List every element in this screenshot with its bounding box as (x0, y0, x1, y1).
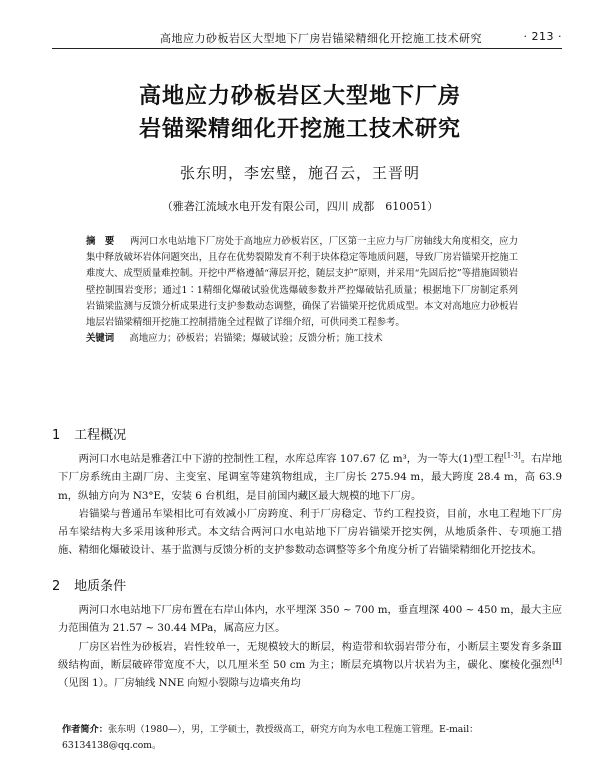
paragraph: 厂房区岩性为砂板岩，岩性较单一，无规模较大的断层，构造带和软弱岩带分布，小断层主要发育多条Ⅲ级结构面，断层破碎带宽度不大，以几厘米至 50 cm 为主；断层充填物以片状岩为主，碳化、糜棱化强烈[4]（见图 1）。厂房轴线 NNE 向短小裂隙与边墙夹角均 (58, 640, 562, 690)
paragraph: 岩锚梁与普通吊车梁相比可有效减小厂房跨度、利于厂房稳定、节约工程投资，目前，水电工程地下厂房吊车梁结构大多采用该种形式。本文结合两河口水电站地下厂房岩锚梁开挖实例，从地质条件、专项施工措施、精细化爆破设计、基于监测与反馈分析的支护参数动态调整等多个角度分析了岩锚梁精细化开挖技术。 (58, 507, 562, 557)
citation: [1-3] (503, 451, 521, 460)
abstract (86, 234, 518, 331)
section-2-body (58, 601, 562, 692)
abstract-text: 两河口水电站地下厂房处于高地应力砂板岩区，厂区第一主应力与厂房轴线大角度相交，应力集中释放破坏岩体问题突出，且存在优势裂隙发育不利于块体稳定等地质问题，导致厂房岩锚梁开挖施工难度大、成型质量难控制。开挖中严格遵循“薄层开挖，随层支护”原则，并采用“先固后挖”等措施固锁岩壁控制围岩变形；通过1∶1精细化爆破试验优选爆破参数并严控爆破钻孔质量；根据地下厂房制定系列岩锚梁监测与反馈分析成果进行支护参数动态调整，确保了岩锚梁开挖优质成型。本文对高地应力砂板岩地层岩锚梁精细开挖施工控制措施全过程做了详细介绍，可供同类工程参考。 (86, 236, 518, 329)
title-line-2: 岩锚梁精细化开挖施工技术研究 (138, 117, 461, 142)
author-footnote (62, 722, 562, 754)
title-line-1: 高地应力砂板岩区大型地下厂房 (138, 84, 461, 109)
abstract-block (86, 234, 518, 347)
section-heading-2 (52, 575, 126, 594)
authors: 张东明，李宏璧，施召云，王晋明 (179, 164, 420, 182)
running-head-title: 高地应力砂板岩区大型地下厂房岩锚梁精细化开挖施工技术研究 (160, 32, 482, 45)
keywords-text: 高地应力；砂板岩；岩锚梁；爆破试验；反馈分析；施工技术 (129, 333, 383, 345)
page-number: · 213 · (523, 30, 562, 43)
citation: [4] (552, 657, 562, 666)
section-title: 工程概况 (74, 428, 127, 443)
paragraph: 两河口水电站地下厂房布置在右岸山体内，水平埋深 350 ~ 700 m，垂直埋深 400 ~ 450 m，最大主应力范围值为 21.57 ~ 30.44 MPa，属高应力区。 (58, 604, 562, 635)
keywords (86, 331, 518, 347)
paragraph: 两河口水电站是雅砻江中下游的控制性工程，水库总库容 107.67 亿 m³，为一等大(1)型工程[1-3]。右岸地下厂房系统由主副厂房、主变室、尾调室等建筑物组成，主厂房长 275.94 m，最大跨度 28.4 m，高 63.9 m，纵轴方向为 N3°E，安装 6 台机组，是目前国内藏区最大规模的地下厂房。 (58, 451, 563, 502)
section-1-body (58, 450, 562, 560)
section-number: 1 (52, 428, 61, 443)
header-rule (52, 48, 562, 49)
paper-title (0, 80, 600, 146)
section-number: 2 (52, 579, 61, 594)
section-heading-1 (52, 424, 126, 443)
abstract-label: 摘 要 (86, 236, 115, 247)
keywords-label: 关键词 (86, 333, 115, 345)
footnote-text: 张东明（1980—），男，工学硕士，教授级高工，研究方向为水电工程施工管理。E-mail：63134138@qq.com。 (62, 724, 479, 751)
running-head (52, 30, 562, 46)
affiliation: （雅砻江流域水电开发有限公司，四川 成都 610051） (161, 200, 439, 213)
footnote-label: 作者简介： (62, 724, 108, 735)
section-title: 地质条件 (74, 579, 127, 594)
